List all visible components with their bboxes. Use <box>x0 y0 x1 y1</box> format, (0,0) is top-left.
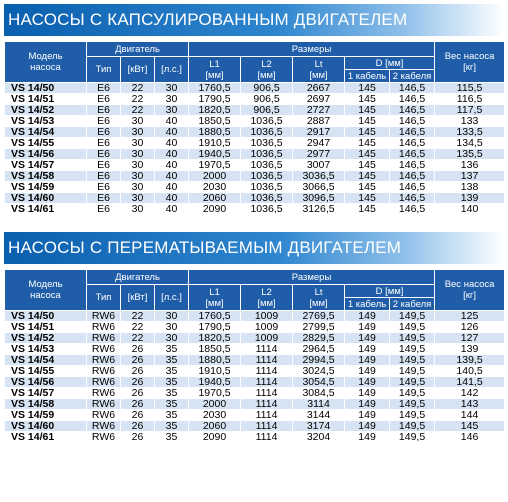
cell-lt: 3144 <box>293 410 345 421</box>
cell-kw: 22 <box>121 94 155 105</box>
cell-l2: 1036,5 <box>241 149 293 160</box>
cell-l2: 1036,5 <box>241 193 293 204</box>
cell-model: VS 14/58 <box>5 399 87 410</box>
cell-lt: 3126,5 <box>293 204 345 215</box>
cell-type: E6 <box>87 149 121 160</box>
cell-l2: 1114 <box>241 410 293 421</box>
cell-lt: 2887 <box>293 116 345 127</box>
cell-model: VS 14/60 <box>5 421 87 432</box>
cell-w: 140 <box>435 204 505 215</box>
cell-hp: 40 <box>155 171 189 182</box>
cell-l1: 2000 <box>189 171 241 182</box>
section-rewindable-motor <box>4 232 504 443</box>
cell-w: 137 <box>435 171 505 182</box>
cell-l1: 1790,5 <box>189 94 241 105</box>
cell-w: 140,5 <box>435 366 505 377</box>
cell-d1: 149 <box>345 421 390 432</box>
cell-hp: 30 <box>155 311 189 322</box>
cell-l2: 1036,5 <box>241 171 293 182</box>
cell-w: 141,5 <box>435 377 505 388</box>
cell-hp: 30 <box>155 105 189 116</box>
cell-l1: 1760,5 <box>189 311 241 322</box>
table-row <box>5 355 505 366</box>
cell-d1: 149 <box>345 333 390 344</box>
cell-lt: 3096,5 <box>293 193 345 204</box>
cell-l1: 1970,5 <box>189 160 241 171</box>
cell-lt: 3114 <box>293 399 345 410</box>
cell-d1: 149 <box>345 388 390 399</box>
cell-model: VS 14/51 <box>5 94 87 105</box>
table-row <box>5 377 505 388</box>
cell-hp: 30 <box>155 322 189 333</box>
cell-lt: 3174 <box>293 421 345 432</box>
cell-kw: 30 <box>121 193 155 204</box>
cell-l1: 1880,5 <box>189 127 241 138</box>
table-row <box>5 171 505 182</box>
cell-l1: 2030 <box>189 410 241 421</box>
cell-model: VS 14/51 <box>5 322 87 333</box>
cell-d1: 145 <box>345 160 390 171</box>
cell-w: 143 <box>435 399 505 410</box>
cell-l2: 1114 <box>241 377 293 388</box>
cell-w: 133,5 <box>435 127 505 138</box>
table-row <box>5 94 505 105</box>
cell-l1: 1850,5 <box>189 116 241 127</box>
cell-w: 116,5 <box>435 94 505 105</box>
cell-l2: 1114 <box>241 355 293 366</box>
table-row <box>5 160 505 171</box>
cell-lt: 2917 <box>293 127 345 138</box>
section-title: НАСОСЫ С КАПСУЛИРОВАННЫМ ДВИГАТЕЛЕМ <box>4 4 504 36</box>
cell-kw: 30 <box>121 149 155 160</box>
cell-d1: 145 <box>345 149 390 160</box>
cell-model: VS 14/57 <box>5 160 87 171</box>
header-d2: 2 кабеля <box>390 70 435 83</box>
cell-kw: 26 <box>121 410 155 421</box>
cell-kw: 22 <box>121 105 155 116</box>
cell-l2: 906,5 <box>241 105 293 116</box>
cell-lt: 2697 <box>293 94 345 105</box>
cell-lt: 2799,5 <box>293 322 345 333</box>
header-hp: [л.с.] <box>155 57 189 83</box>
cell-l1: 1760,5 <box>189 83 241 94</box>
cell-model: VS 14/56 <box>5 149 87 160</box>
table-row <box>5 193 505 204</box>
cell-d1: 149 <box>345 377 390 388</box>
cell-kw: 26 <box>121 344 155 355</box>
cell-l2: 1036,5 <box>241 116 293 127</box>
cell-kw: 26 <box>121 377 155 388</box>
cell-d2: 149,5 <box>390 432 435 443</box>
cell-kw: 30 <box>121 171 155 182</box>
cell-type: RW6 <box>87 399 121 410</box>
cell-model: VS 14/57 <box>5 388 87 399</box>
cell-model: VS 14/52 <box>5 333 87 344</box>
cell-d2: 146,5 <box>390 204 435 215</box>
cell-w: 146 <box>435 432 505 443</box>
cell-hp: 40 <box>155 127 189 138</box>
cell-hp: 40 <box>155 193 189 204</box>
cell-d2: 146,5 <box>390 83 435 94</box>
cell-d2: 146,5 <box>390 149 435 160</box>
cell-l2: 1114 <box>241 388 293 399</box>
cell-model: VS 14/50 <box>5 311 87 322</box>
header-type: Тип <box>87 285 121 311</box>
table-row <box>5 149 505 160</box>
cell-hp: 40 <box>155 182 189 193</box>
cell-w: 134,5 <box>435 138 505 149</box>
table-row <box>5 399 505 410</box>
cell-l1: 1940,5 <box>189 149 241 160</box>
cell-w: 139,5 <box>435 355 505 366</box>
cell-type: RW6 <box>87 311 121 322</box>
cell-kw: 26 <box>121 366 155 377</box>
header-d: D [мм] <box>345 57 435 70</box>
table-row <box>5 105 505 116</box>
cell-d2: 149,5 <box>390 388 435 399</box>
cell-w: 135,5 <box>435 149 505 160</box>
cell-d1: 145 <box>345 94 390 105</box>
cell-w: 125 <box>435 311 505 322</box>
table-row <box>5 388 505 399</box>
cell-l1: 1850,5 <box>189 344 241 355</box>
cell-d2: 149,5 <box>390 322 435 333</box>
cell-model: VS 14/50 <box>5 83 87 94</box>
cell-w: 136 <box>435 160 505 171</box>
table-row <box>5 322 505 333</box>
cell-d2: 146,5 <box>390 182 435 193</box>
cell-model: VS 14/61 <box>5 432 87 443</box>
cell-l1: 1820,5 <box>189 105 241 116</box>
table-row <box>5 333 505 344</box>
cell-d2: 146,5 <box>390 116 435 127</box>
cell-l1: 2090 <box>189 204 241 215</box>
cell-lt: 2977 <box>293 149 345 160</box>
cell-kw: 22 <box>121 311 155 322</box>
header-engine: Двигатель <box>87 270 189 285</box>
cell-d1: 145 <box>345 83 390 94</box>
cell-l1: 1880,5 <box>189 355 241 366</box>
cell-l1: 2090 <box>189 432 241 443</box>
cell-hp: 30 <box>155 83 189 94</box>
cell-w: 144 <box>435 410 505 421</box>
header-kw: [кВт] <box>121 57 155 83</box>
cell-l1: 2030 <box>189 182 241 193</box>
header-hp: [л.с.] <box>155 285 189 311</box>
cell-kw: 30 <box>121 127 155 138</box>
cell-l1: 1940,5 <box>189 377 241 388</box>
cell-model: VS 14/53 <box>5 344 87 355</box>
cell-model: VS 14/55 <box>5 366 87 377</box>
table-row <box>5 366 505 377</box>
cell-d2: 146,5 <box>390 193 435 204</box>
cell-lt: 3036,5 <box>293 171 345 182</box>
cell-hp: 35 <box>155 366 189 377</box>
cell-d2: 146,5 <box>390 105 435 116</box>
cell-l2: 906,5 <box>241 94 293 105</box>
specs-table <box>4 269 505 443</box>
cell-w: 126 <box>435 322 505 333</box>
cell-lt: 3054,5 <box>293 377 345 388</box>
cell-lt: 2994,5 <box>293 355 345 366</box>
cell-lt: 2947 <box>293 138 345 149</box>
cell-lt: 2829,5 <box>293 333 345 344</box>
cell-type: RW6 <box>87 344 121 355</box>
cell-type: RW6 <box>87 355 121 366</box>
cell-w: 127 <box>435 333 505 344</box>
cell-d1: 145 <box>345 193 390 204</box>
cell-type: RW6 <box>87 388 121 399</box>
cell-l2: 1114 <box>241 366 293 377</box>
cell-d2: 149,5 <box>390 311 435 322</box>
cell-d2: 149,5 <box>390 421 435 432</box>
cell-l1: 1910,5 <box>189 366 241 377</box>
cell-d1: 145 <box>345 171 390 182</box>
cell-type: E6 <box>87 83 121 94</box>
cell-hp: 35 <box>155 432 189 443</box>
cell-type: E6 <box>87 94 121 105</box>
cell-l2: 1036,5 <box>241 127 293 138</box>
cell-l1: 2000 <box>189 399 241 410</box>
cell-w: 139 <box>435 344 505 355</box>
cell-kw: 26 <box>121 355 155 366</box>
cell-hp: 35 <box>155 399 189 410</box>
specs-table <box>4 41 505 215</box>
cell-d2: 146,5 <box>390 94 435 105</box>
cell-hp: 35 <box>155 410 189 421</box>
cell-d2: 149,5 <box>390 344 435 355</box>
table-row <box>5 127 505 138</box>
cell-type: E6 <box>87 160 121 171</box>
cell-l2: 1009 <box>241 322 293 333</box>
header-sizes: Размеры <box>189 270 435 285</box>
table-row <box>5 116 505 127</box>
cell-w: 142 <box>435 388 505 399</box>
cell-d2: 146,5 <box>390 138 435 149</box>
cell-kw: 30 <box>121 116 155 127</box>
cell-model: VS 14/56 <box>5 377 87 388</box>
cell-model: VS 14/53 <box>5 116 87 127</box>
header-l1: L1 [мм] <box>189 285 241 311</box>
cell-kw: 22 <box>121 333 155 344</box>
cell-l2: 1114 <box>241 344 293 355</box>
cell-kw: 30 <box>121 160 155 171</box>
cell-hp: 30 <box>155 94 189 105</box>
cell-w: 139 <box>435 193 505 204</box>
cell-kw: 22 <box>121 322 155 333</box>
cell-l2: 1009 <box>241 311 293 322</box>
cell-type: E6 <box>87 105 121 116</box>
table-row <box>5 410 505 421</box>
cell-l2: 1114 <box>241 399 293 410</box>
cell-model: VS 14/54 <box>5 127 87 138</box>
cell-l2: 1036,5 <box>241 138 293 149</box>
header-model: Модель насоса <box>5 42 87 83</box>
cell-d1: 145 <box>345 182 390 193</box>
cell-hp: 40 <box>155 116 189 127</box>
cell-l1: 2060 <box>189 193 241 204</box>
cell-d1: 149 <box>345 399 390 410</box>
cell-d2: 149,5 <box>390 355 435 366</box>
table-row <box>5 204 505 215</box>
cell-kw: 26 <box>121 432 155 443</box>
cell-d1: 149 <box>345 366 390 377</box>
cell-lt: 3084,5 <box>293 388 345 399</box>
cell-d1: 145 <box>345 105 390 116</box>
cell-d2: 149,5 <box>390 410 435 421</box>
cell-l1: 2060 <box>189 421 241 432</box>
cell-d1: 145 <box>345 127 390 138</box>
cell-kw: 30 <box>121 138 155 149</box>
cell-model: VS 14/61 <box>5 204 87 215</box>
cell-d2: 146,5 <box>390 171 435 182</box>
cell-kw: 30 <box>121 204 155 215</box>
cell-d1: 145 <box>345 138 390 149</box>
cell-type: RW6 <box>87 333 121 344</box>
header-d2: 2 кабеля <box>390 298 435 311</box>
section-encapsulated-motor <box>4 4 504 215</box>
table-row <box>5 432 505 443</box>
cell-hp: 30 <box>155 333 189 344</box>
cell-type: RW6 <box>87 377 121 388</box>
cell-w: 115,5 <box>435 83 505 94</box>
cell-l2: 1114 <box>241 432 293 443</box>
cell-l1: 1970,5 <box>189 388 241 399</box>
cell-l1: 1820,5 <box>189 333 241 344</box>
cell-type: RW6 <box>87 322 121 333</box>
header-model: Модель насоса <box>5 270 87 311</box>
cell-kw: 22 <box>121 83 155 94</box>
cell-model: VS 14/59 <box>5 182 87 193</box>
cell-l2: 1009 <box>241 333 293 344</box>
header-lt: Lt [мм] <box>293 285 345 311</box>
table-row <box>5 182 505 193</box>
cell-d2: 146,5 <box>390 160 435 171</box>
cell-w: 133 <box>435 116 505 127</box>
cell-d1: 149 <box>345 355 390 366</box>
cell-type: RW6 <box>87 410 121 421</box>
cell-lt: 2667 <box>293 83 345 94</box>
header-weight: Вес насоса [кг] <box>435 270 505 311</box>
header-l2: L2 [мм] <box>241 285 293 311</box>
cell-type: E6 <box>87 127 121 138</box>
header-lt: Lt [мм] <box>293 57 345 83</box>
cell-kw: 30 <box>121 182 155 193</box>
cell-d2: 149,5 <box>390 377 435 388</box>
header-sizes: Размеры <box>189 42 435 57</box>
cell-hp: 40 <box>155 204 189 215</box>
header-d1: 1 кабель <box>345 298 390 311</box>
cell-hp: 40 <box>155 149 189 160</box>
table-row <box>5 83 505 94</box>
cell-d1: 149 <box>345 410 390 421</box>
cell-l2: 1114 <box>241 421 293 432</box>
cell-d1: 149 <box>345 311 390 322</box>
header-l1: L1 [мм] <box>189 57 241 83</box>
cell-d1: 149 <box>345 432 390 443</box>
header-type: Тип <box>87 57 121 83</box>
cell-lt: 3066,5 <box>293 182 345 193</box>
cell-lt: 2964,5 <box>293 344 345 355</box>
cell-type: E6 <box>87 182 121 193</box>
header-engine: Двигатель <box>87 42 189 57</box>
cell-type: E6 <box>87 171 121 182</box>
cell-model: VS 14/58 <box>5 171 87 182</box>
cell-type: RW6 <box>87 432 121 443</box>
cell-type: E6 <box>87 138 121 149</box>
table-row <box>5 311 505 322</box>
cell-model: VS 14/54 <box>5 355 87 366</box>
cell-hp: 35 <box>155 344 189 355</box>
cell-d2: 146,5 <box>390 127 435 138</box>
cell-lt: 3024,5 <box>293 366 345 377</box>
cell-d1: 145 <box>345 116 390 127</box>
cell-d2: 149,5 <box>390 333 435 344</box>
cell-lt: 3007 <box>293 160 345 171</box>
cell-l1: 1790,5 <box>189 322 241 333</box>
cell-type: RW6 <box>87 366 121 377</box>
cell-d1: 149 <box>345 322 390 333</box>
header-kw: [кВт] <box>121 285 155 311</box>
cell-d1: 149 <box>345 344 390 355</box>
cell-lt: 2727 <box>293 105 345 116</box>
section-title: НАСОСЫ С ПЕРЕМАТЫВАЕМЫМ ДВИГАТЕЛЕМ <box>4 232 504 264</box>
header-d: D [мм] <box>345 285 435 298</box>
cell-l2: 1036,5 <box>241 182 293 193</box>
cell-l1: 1910,5 <box>189 138 241 149</box>
cell-kw: 26 <box>121 399 155 410</box>
cell-d1: 145 <box>345 204 390 215</box>
cell-hp: 35 <box>155 388 189 399</box>
cell-type: E6 <box>87 116 121 127</box>
cell-type: E6 <box>87 204 121 215</box>
table-row <box>5 421 505 432</box>
cell-l2: 906,5 <box>241 83 293 94</box>
cell-lt: 3204 <box>293 432 345 443</box>
cell-hp: 35 <box>155 377 189 388</box>
cell-hp: 40 <box>155 138 189 149</box>
cell-model: VS 14/52 <box>5 105 87 116</box>
cell-type: E6 <box>87 193 121 204</box>
cell-hp: 35 <box>155 355 189 366</box>
header-d1: 1 кабель <box>345 70 390 83</box>
header-l2: L2 [мм] <box>241 57 293 83</box>
cell-d2: 149,5 <box>390 366 435 377</box>
cell-kw: 26 <box>121 388 155 399</box>
cell-w: 117,5 <box>435 105 505 116</box>
table-row <box>5 344 505 355</box>
cell-hp: 35 <box>155 421 189 432</box>
cell-w: 145 <box>435 421 505 432</box>
cell-w: 138 <box>435 182 505 193</box>
cell-model: VS 14/59 <box>5 410 87 421</box>
cell-l2: 1036,5 <box>241 160 293 171</box>
cell-model: VS 14/55 <box>5 138 87 149</box>
cell-kw: 26 <box>121 421 155 432</box>
header-weight: Вес насоса [кг] <box>435 42 505 83</box>
cell-lt: 2769,5 <box>293 311 345 322</box>
cell-l2: 1036,5 <box>241 204 293 215</box>
cell-d2: 149,5 <box>390 399 435 410</box>
cell-hp: 40 <box>155 160 189 171</box>
table-row <box>5 138 505 149</box>
cell-type: RW6 <box>87 421 121 432</box>
cell-model: VS 14/60 <box>5 193 87 204</box>
